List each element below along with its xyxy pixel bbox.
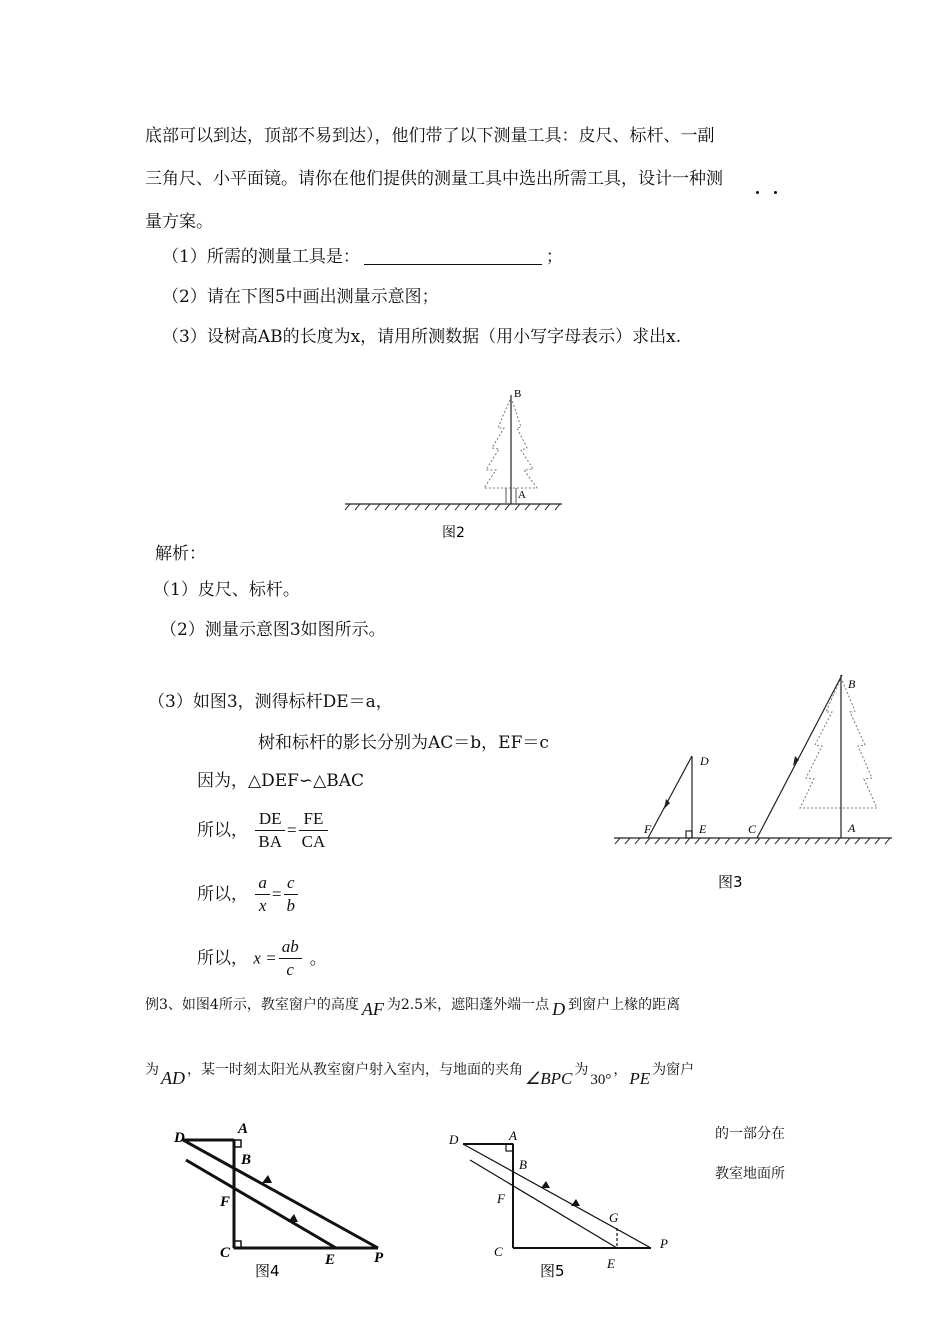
ground-hatch [745,838,750,844]
figure-3-label-b: B [848,677,856,691]
so-label: 所以， [197,948,248,969]
example-text: 为2.5米，遮阳蓬外端一点 [386,997,550,1013]
figure-5-arrows [541,1181,580,1206]
figure-5-label-c: C [494,1244,503,1259]
ground-hatch [365,504,370,510]
figure-5-label-f: F [497,1191,505,1206]
equals-sign: = [287,820,297,840]
figure-5-rays [463,1144,651,1248]
ground-hatch [795,838,800,844]
angle-bpc: ∠BPC [525,1069,573,1088]
ground-hatch [455,504,460,510]
ground-hatch [825,838,830,844]
ground-hatch [615,838,620,844]
numerator: DE [255,808,285,831]
solution-1: （1）皮尺、标杆。 [153,580,300,600]
example-text: 为窗户 [652,1062,695,1078]
figure-3-label-e: E [699,822,707,836]
equation-2 [197,872,300,917]
solution-3-line-3: 因为，△DEF∽△BAC [197,771,365,791]
ground-hatch [385,504,390,510]
ground-hatch [625,838,630,844]
question-1 [162,245,563,269]
figure-5-label-e: E [607,1256,615,1271]
ground-hatch [545,504,550,510]
segment-af: AF [361,999,384,1019]
ground-hatch [755,838,760,844]
ground-hatch [685,838,690,844]
ground-hatch [775,838,780,844]
ground-hatch [445,504,450,510]
example-3-line-1 [145,995,680,1019]
ground-hatch [865,838,870,844]
question-3: （3）设树高AB的长度为x，请用所测数据（用小写字母表示）求出x. [162,327,682,347]
figure-4-label-a: A [238,1121,249,1137]
point-d: D [552,999,566,1019]
figure-3-lines [614,675,892,838]
figure-5-label-b: B [519,1157,527,1172]
ground-hatch [425,504,430,510]
figure-2-caption: 图2 [442,525,465,541]
ground-hatch [875,838,880,844]
figure-5-label-d: D [449,1132,459,1147]
figure-4-label-p: P [374,1250,384,1266]
figure-5-caption: 图5 [540,1262,565,1280]
figure-5-label-g: G [609,1210,619,1225]
ground-hatch [655,838,660,844]
equals-sign: = [271,884,282,904]
ground-hatch [855,838,860,844]
example-3-side-1: 的一部分在 [715,1126,785,1142]
ground-hatch [465,504,470,510]
ground-hatch [495,504,500,510]
ground-hatch [505,504,510,510]
equation-1 [197,808,330,853]
ground-hatch [375,504,380,510]
figure-4-label-c: C [220,1245,231,1261]
ground-hatch [645,838,650,844]
equation-3 [197,936,327,981]
figure-3-tree [800,680,877,808]
ground-hatch [515,504,520,510]
fraction-fe-ca [299,808,329,853]
ground-hatch [345,504,350,510]
ground-hatch [815,838,820,844]
figure-3-label-c: C [748,822,757,836]
example-text: ，某一时刻太阳光从教室窗户射入室内，与地面的夹角 [187,1062,523,1078]
problem-line-1: 底部可以到达，顶部不易到达），他们带了以下测量工具：皮尺、标杆、一副 [145,126,715,146]
ground-hatch [475,504,480,510]
solution-3-line-1: （3）如图3，测得标杆DE＝a， [148,692,393,712]
figure-3-label-d: D [700,754,709,768]
segment-pe: PE [629,1069,651,1088]
denominator: CA [301,832,326,851]
figure-4-markers [234,1140,241,1248]
figure-5-right-angle [506,1144,513,1151]
ground-hatch [355,504,360,510]
figure-3-caption: 图3 [718,873,743,891]
figure-4-rays [183,1140,378,1248]
ground-hatch [725,838,730,844]
figure-2-label-b: B [514,388,522,400]
period: 。 [309,948,327,969]
denominator: BA [258,832,283,851]
problem-line-3: 量方案。 [145,212,213,232]
fraction-c-b [284,872,299,917]
numerator: ab [279,936,302,959]
problem-line-2: 三角尺、小平面镜。请你在他们提供的测量工具中选出所需工具，设计一种测 [145,169,723,189]
ground-hatch [835,838,840,844]
equation-lhs: x = [253,948,277,968]
figure-5-label-p: P [660,1236,668,1251]
figure-3-label-f: F [644,822,652,836]
example-3-side-2: 教室地面所 [715,1166,785,1182]
ground-hatch [415,504,420,510]
figure-4-label-b: B [241,1152,252,1168]
ground-hatch [395,504,400,510]
ground-hatch [525,504,530,510]
ground-hatch [535,504,540,510]
ground-hatch [705,838,710,844]
example-text: 例3、如图4所示，教室窗户的高度 [145,997,359,1013]
solution-heading: 解析： [155,544,206,564]
figure-4-label-e: E [325,1252,336,1268]
figure-3-label-a: A [848,821,856,835]
question-2: （2）请在下图5中画出测量示意图； [162,287,439,307]
denominator: b [286,896,295,915]
answer-blank [364,246,542,265]
emphasis-dot [756,191,759,194]
ground-hatch [485,504,490,510]
ground-hatch [695,838,700,844]
denominator: x [258,896,267,915]
ground-hatch [555,504,560,510]
figure-4-caption: 图4 [255,1262,280,1280]
ground-hatch [785,838,790,844]
fraction-de-ba [255,808,285,853]
ground-hatch [665,838,670,844]
figure-4-label-f: F [220,1194,231,1210]
figure-2-tree [484,395,537,504]
question-1-suffix: ； [545,247,563,267]
question-1-prefix: （1）所需的测量工具是： [162,247,360,267]
numerator: c [284,872,299,895]
fraction-a-x [255,872,270,917]
solution-2: （2）测量示意图3如图所示。 [160,620,386,640]
ground-hatch [845,838,850,844]
figure-4-label-d: D [174,1130,185,1146]
ground-hatch [675,838,680,844]
figure-4-frame [183,1140,378,1248]
denominator: c [286,960,294,979]
ground-hatch [715,838,720,844]
emphasis-dot [774,191,777,194]
ground-hatch [635,838,640,844]
segment-ad: AD [161,1068,185,1088]
ground-hatch [885,838,890,844]
example-text: 为 [574,1062,589,1078]
ground-hatch [435,504,440,510]
example-text: 为 [145,1062,159,1078]
example-text: ， [613,1062,628,1078]
example-3-line-2 [145,1060,694,1090]
solution-3-line-2: 树和标杆的影长分别为AC＝b，EF＝c [258,733,549,753]
figure-5-frame [463,1144,651,1248]
angle-value: 30° [590,1072,612,1088]
figure-5-label-a: A [509,1128,517,1143]
fraction-ab-c [279,936,302,981]
ground-hatch [765,838,770,844]
example-text: 到窗户上椽的距离 [568,997,681,1013]
figure-4-arrows [262,1175,298,1222]
ground-hatch [405,504,410,510]
ground-hatch [805,838,810,844]
so-label: 所以， [197,820,248,841]
figure-2-label-a: A [518,489,526,501]
figure-3-arrows [664,756,799,809]
numerator: a [255,872,270,895]
ground-hatch [735,838,740,844]
so-label: 所以， [197,884,248,905]
numerator: FE [299,808,329,831]
